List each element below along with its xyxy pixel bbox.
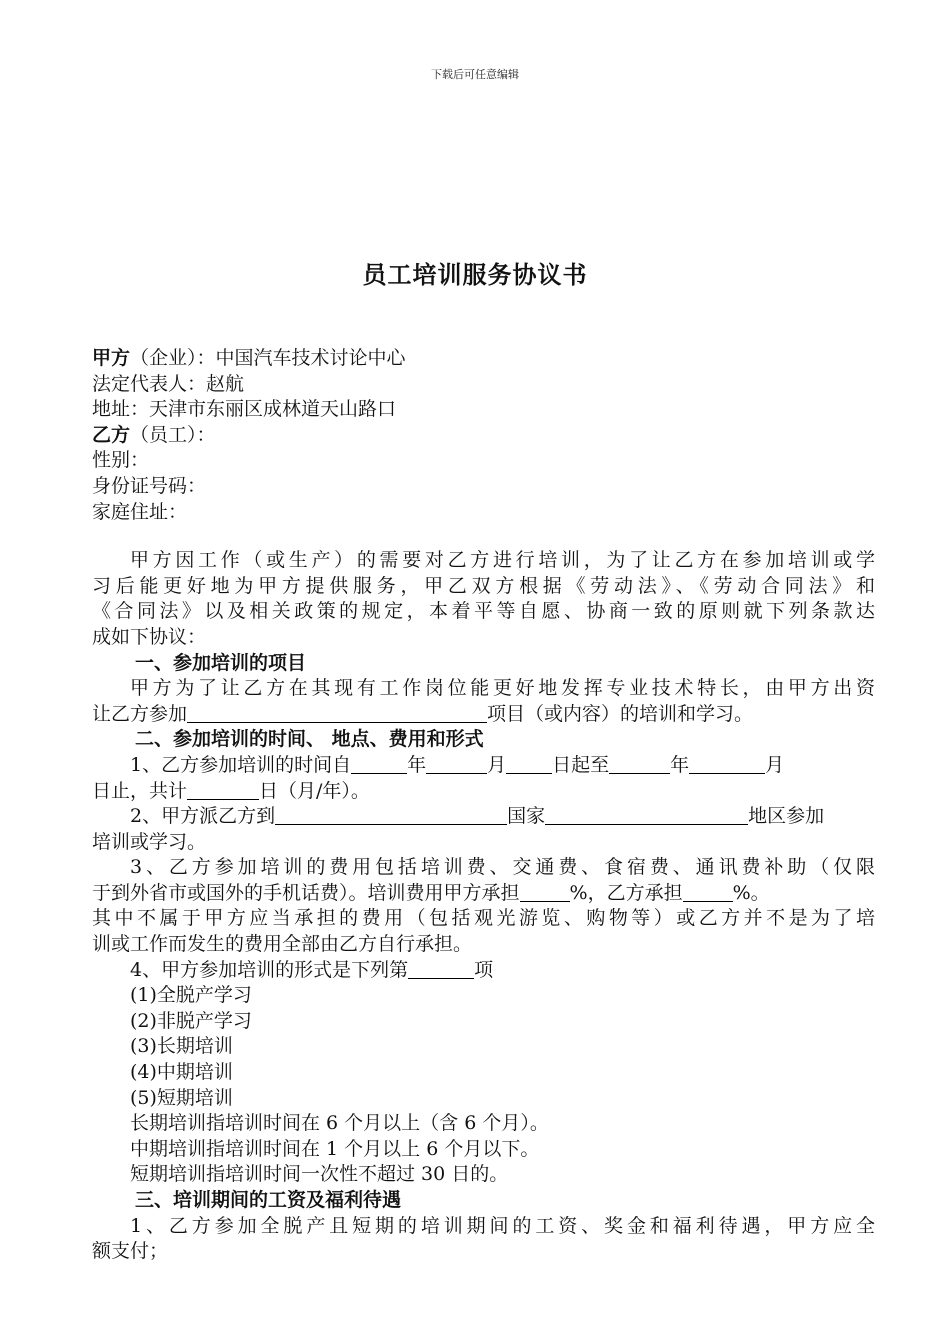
party-b-line: [92, 423, 875, 449]
section-2-p2-line-2: 培训或学习。: [92, 830, 207, 853]
project-blank: [187, 703, 487, 723]
legal-rep-line: 法定代表人：赵航: [92, 372, 245, 395]
section-2-p1-line-1: 1、乙方参加培训的时间自 年 月 日起至 年 月: [130, 753, 785, 776]
form-choice-blank: [408, 959, 474, 979]
total-days-blank: [187, 780, 259, 800]
section-1-line-1: 甲方为了让乙方在其现有工作岗位能更好地发挥专业技术特长，由甲方出资: [130, 677, 875, 700]
intro-line-3: 《合同法》以及相关政策的规定，本着平等自愿、协商一致的原则就下列条款达: [92, 600, 875, 623]
section-2-p4-line: 4、甲方参加培训的形式是下列第 项: [130, 958, 494, 981]
section-3-line-1: 1、乙方参加全脱产且短期的培训期间的工资、奖金和福利待遇，甲方应全: [130, 1214, 875, 1237]
section-1-line-2: 让乙方参加 项目（或内容）的培训和学习。: [92, 702, 754, 725]
section-2-heading: 二、参加培训的时间、 地点、费用和形式: [135, 728, 484, 751]
start-day-blank: [506, 754, 552, 774]
id-number-line: 身份证号码：: [92, 474, 207, 497]
party-a-label: 甲方: [92, 347, 131, 369]
note-short-term: 短期培训指培训时间一次性不超过 30 日的。: [130, 1163, 509, 1186]
section-2-p3-line-3: 其中不属于甲方应当承担的费用（包括观光游览、购物等）或乙方并不是为了培: [92, 907, 875, 930]
address-line: 地址：天津市东丽区成林道天山路口: [92, 398, 397, 421]
party-b-text: （员工）：: [130, 423, 216, 446]
party-b-label: 乙方: [92, 423, 131, 446]
section-2-p3-line-2: 于到外省市或国外的手机话费）。培训费用甲方承担 %，乙方承担 %。: [92, 881, 770, 904]
end-month-blank: [689, 754, 765, 774]
intro-line-1: 甲方因工作（或生产）的需要对乙方进行培训，为了让乙方在参加培训或学: [130, 549, 875, 572]
section-2-p2-line-1: 2、甲方派乙方到 国家 地区参加: [130, 805, 825, 828]
document-title: 员工培训服务协议书: [362, 260, 588, 289]
option-part-time: (2)非脱产学习: [130, 1009, 252, 1032]
party-a-line: [92, 346, 875, 372]
party-a-text: （企业）：中国汽车技术讨论中心: [130, 347, 406, 369]
header-note: 下载后可任意编辑: [431, 68, 519, 81]
option-short-term: (5)短期培训: [130, 1086, 233, 1109]
party-a-share-blank: [520, 882, 570, 902]
note-long-term: 长期培训指培训时间在 6 个月以上（含 6 个月）。: [130, 1112, 549, 1135]
end-year-blank: [609, 754, 670, 774]
gender-line: 性别：: [92, 449, 150, 472]
section-2-p3-line-1: 3、乙方参加培训的费用包括培训费、交通费、食宿费、通讯费补助（仅限: [130, 856, 875, 879]
note-mid-term: 中期培训指培训时间在 1 个月以上 6 个月以下。: [130, 1137, 540, 1160]
party-b-share-blank: [683, 882, 733, 902]
option-full-time: (1)全脱产学习: [130, 984, 252, 1007]
region-blank: [545, 805, 748, 825]
section-2-p3-line-4: 训或工作而发生的费用全部由乙方自行承担。: [92, 933, 473, 956]
intro-line-2: 习后能更好地为甲方提供服务，甲乙双方根据《劳动法》、《劳动合同法》和: [92, 574, 875, 597]
start-month-blank: [426, 754, 487, 774]
section-2-p1-line-2: 日止，共计 日（月/年）。: [92, 779, 370, 802]
option-long-term: (3)长期培训: [130, 1035, 233, 1058]
section-3-heading: 三、培训期间的工资及福利待遇: [135, 1189, 402, 1211]
country-blank: [275, 805, 507, 825]
section-1-heading: 一、参加培训的项目: [135, 651, 307, 674]
intro-line-4: 成如下协议：: [92, 625, 207, 648]
option-mid-term: (4)中期培训: [130, 1061, 233, 1084]
start-year-blank: [351, 754, 407, 774]
document-body: [92, 346, 875, 1265]
home-address-line: 家庭住址：: [92, 500, 188, 523]
section-3-line-2: 额支付；: [92, 1240, 169, 1263]
